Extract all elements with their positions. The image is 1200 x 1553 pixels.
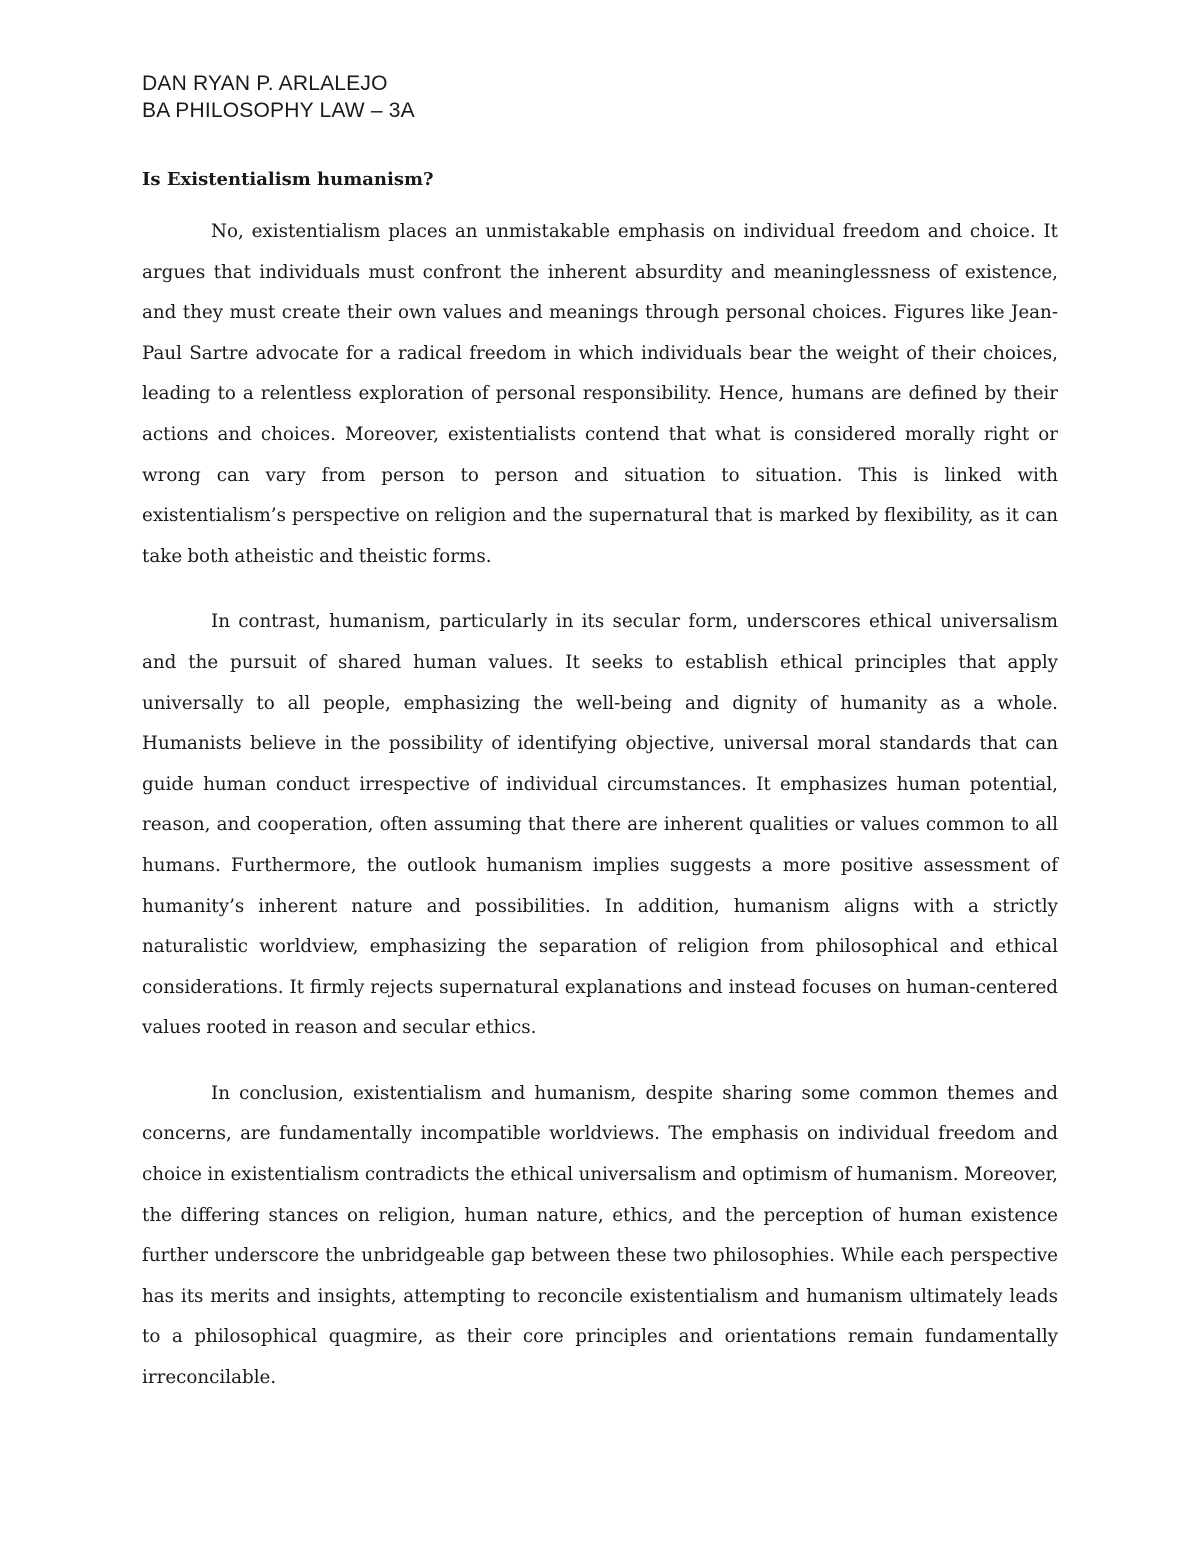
essay-body (142, 212, 1058, 1424)
author-block (142, 70, 415, 124)
course-section: BA PHILOSOPHY LAW – 3A (142, 99, 415, 122)
author-name: DAN RYAN P. ARLALEJO (142, 72, 388, 95)
essay-title: Is Existentialism humanism? (142, 169, 434, 190)
paragraph-existentialism: No, existentialism places an unmistakable emphasis on individual freedom and choice. It argues that individuals must confront the inherent absurdity and meaninglessness of existence, and they must create their own values and meanings through personal choices. Figures like Jean-Paul Sartre advocate for a radical freedom in which individuals bear the weight of their choices, leading to a relentless exploration of personal responsibility. Hence, humans are defined by their actions and choices. Moreover, existentialists contend that what is considered morally right or wrong can vary from person to person and situation to situation. This is linked with existentialism’s perspective on religion and the supernatural that is marked by flexibility, as it can take both atheistic and theistic forms. (142, 221, 1058, 567)
paragraph-humanism: In contrast, humanism, particularly in its secular form, underscores ethical universalism and the pursuit of shared human values. It seeks to establish ethical principles that apply universally to all people, emphasizing the well-being and dignity of humanity as a whole. Humanists believe in the possibility of identifying objective, universal moral standards that can guide human conduct irrespective of individual circumstances. It emphasizes human potential, reason, and cooperation, often assuming that there are inherent qualities or values common to all humans. Furthermore, the outlook humanism implies suggests a more positive assessment of humanity’s inherent nature and possibilities. In addition, humanism aligns with a strictly naturalistic worldview, emphasizing the separation of religion from philosophical and ethical considerations. It firmly rejects supernatural explanations and instead focuses on human-centered values rooted in reason and secular ethics. (142, 611, 1058, 1039)
paragraph-conclusion: In conclusion, existentialism and humanism, despite sharing some common themes and concerns, are fundamentally incompatible worldviews. The emphasis on individual freedom and choice in existentialism contradicts the ethical universalism and optimism of humanism. Moreover, the differing stances on religion, human nature, ethics, and the perception of human existence further underscore the unbridgeable gap between these two philosophies. While each perspective has its merits and insights, attempting to reconcile existentialism and humanism ultimately leads to a philosophical quagmire, as their core principles and orientations remain fundamentally irreconcilable. (142, 1082, 1058, 1389)
